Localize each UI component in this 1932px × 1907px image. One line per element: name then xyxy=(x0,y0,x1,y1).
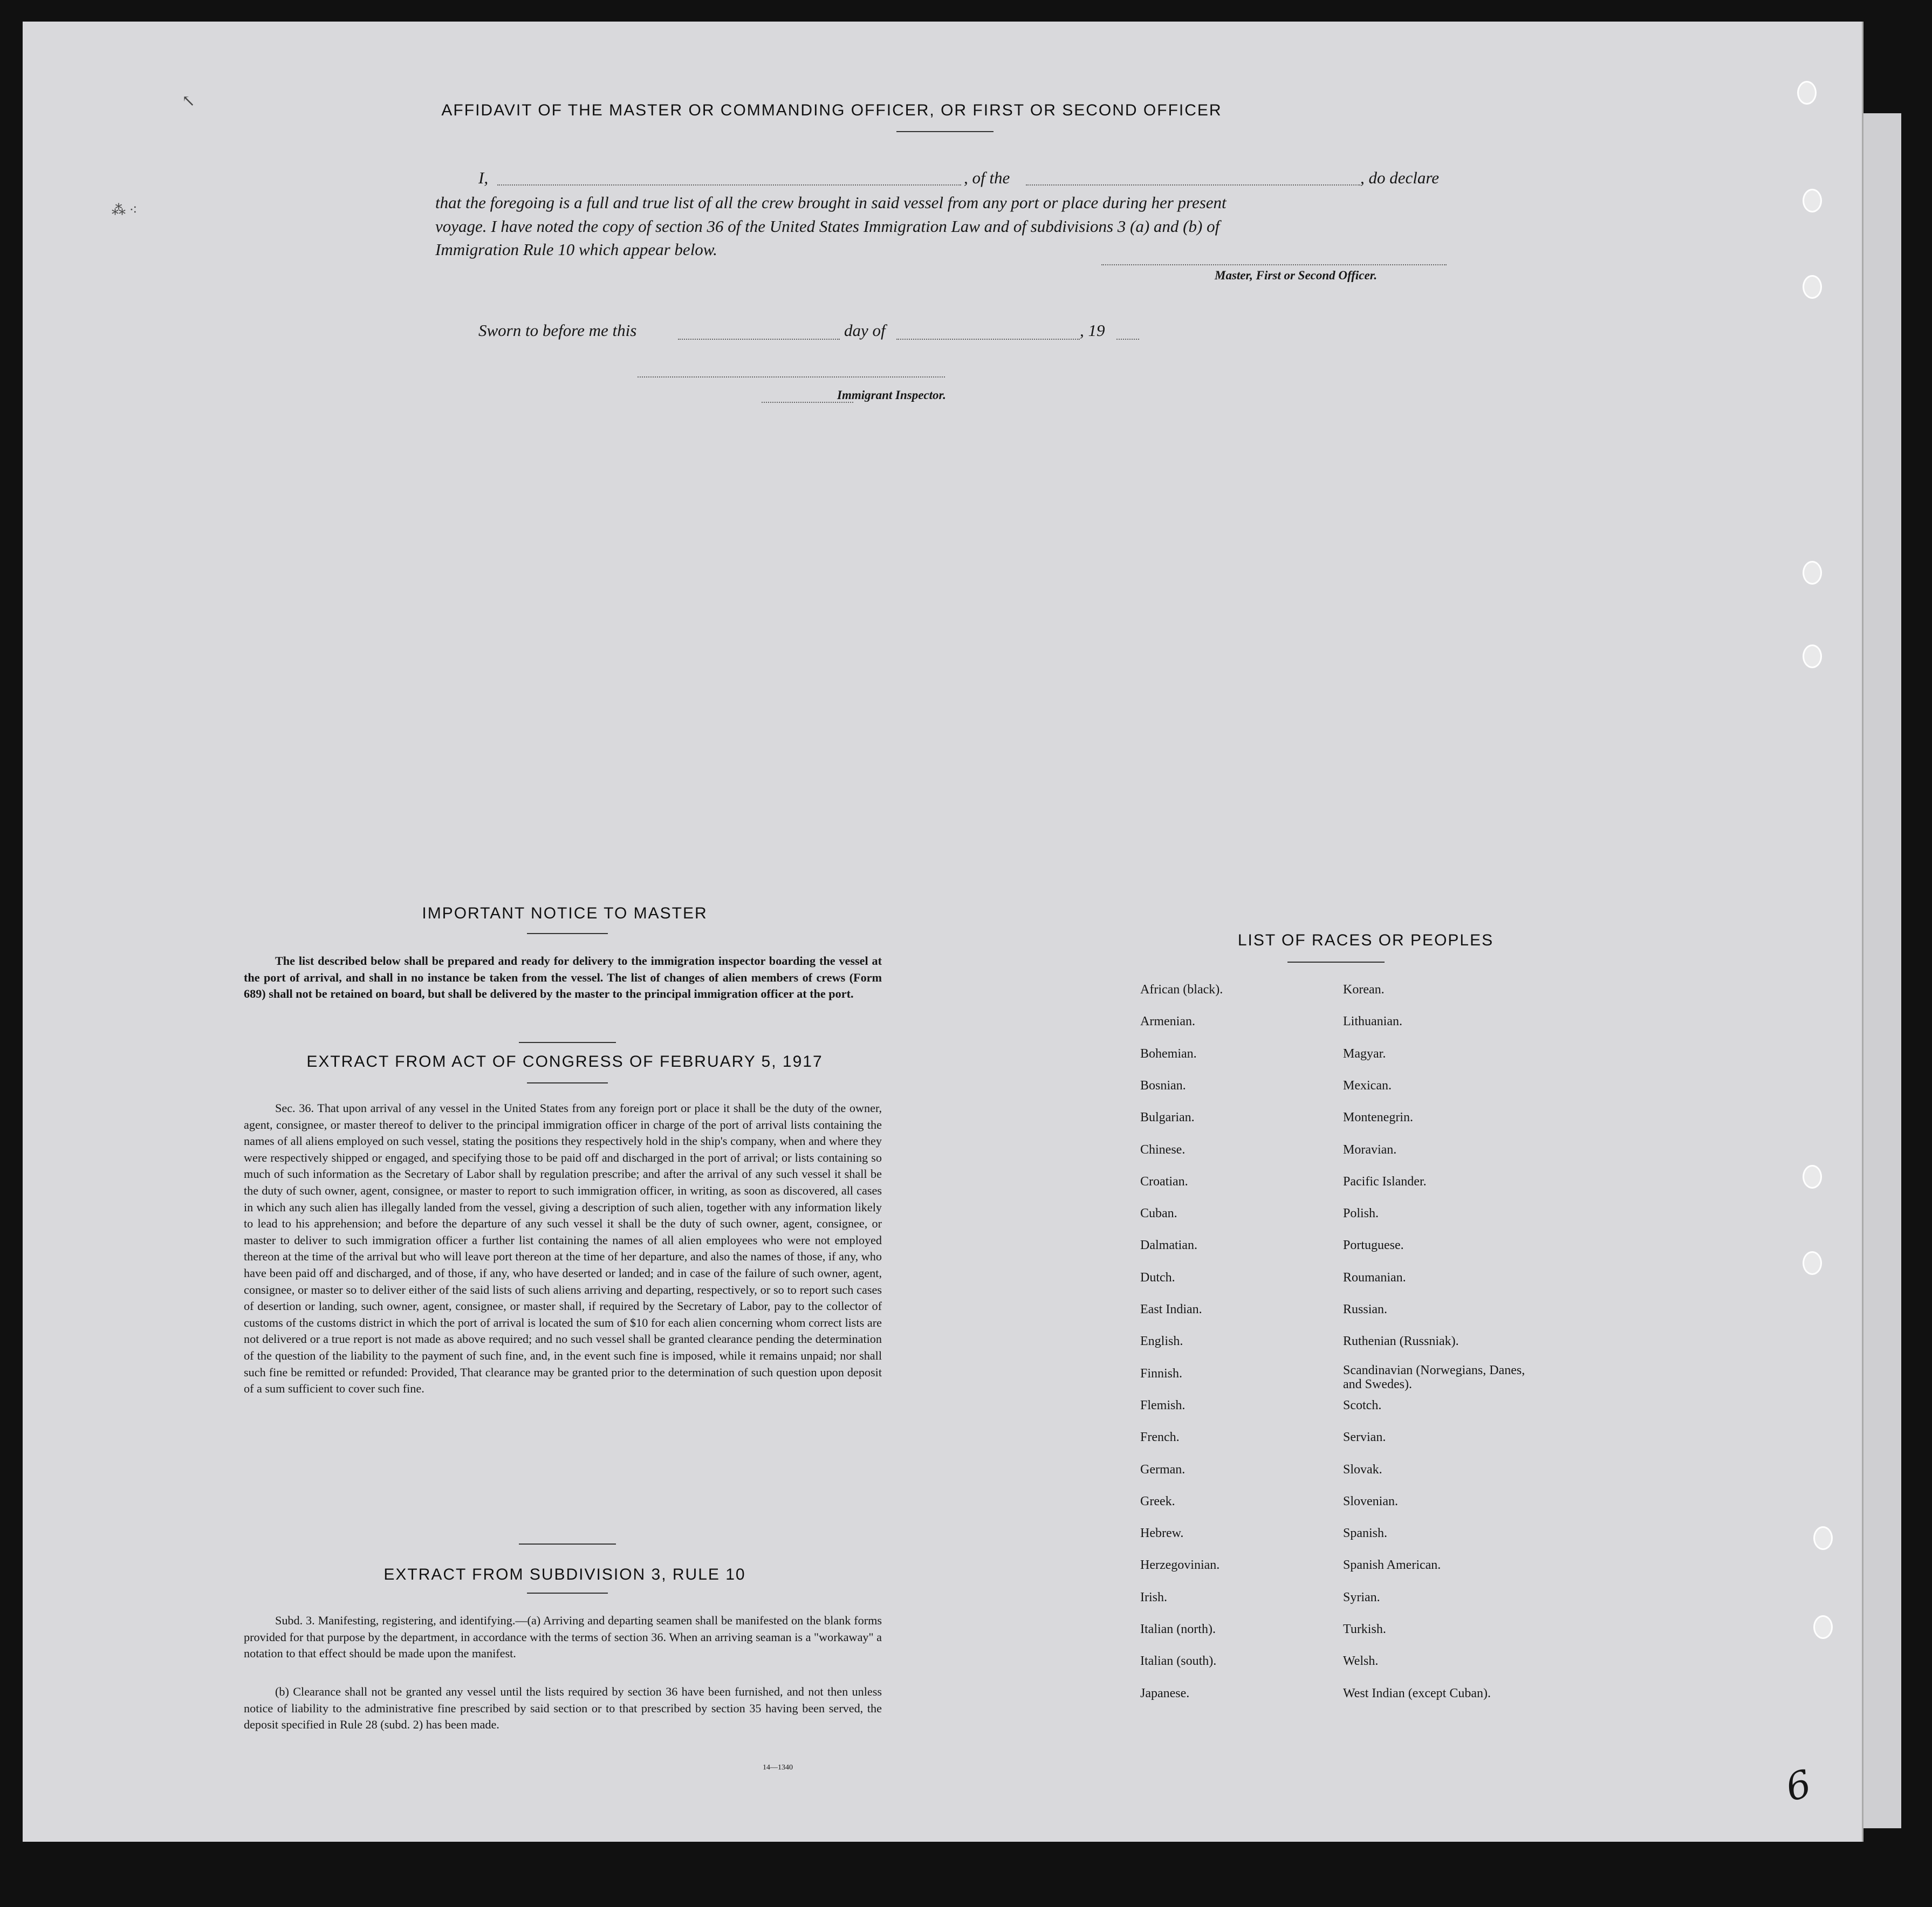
title-rule xyxy=(1287,962,1385,963)
binder-hole xyxy=(1797,81,1817,105)
race-item: Chinese. xyxy=(1140,1142,1186,1157)
race-item: Servian. xyxy=(1343,1430,1386,1445)
affidavit-do-declare: , do declare xyxy=(1360,168,1440,187)
race-item: Irish. xyxy=(1140,1590,1167,1604)
race-item: Greek. xyxy=(1140,1494,1175,1508)
race-item: Hebrew. xyxy=(1140,1526,1184,1541)
race-item: German. xyxy=(1140,1462,1186,1477)
race-item: African (black). xyxy=(1140,983,1223,997)
races-title: LIST OF RACES OR PEOPLES xyxy=(1237,931,1494,949)
binder-hole xyxy=(1803,275,1822,299)
race-item: Mexican. xyxy=(1343,1078,1392,1093)
race-item: Italian (south). xyxy=(1140,1654,1217,1669)
race-item: Ruthenian (Russniak). xyxy=(1343,1334,1459,1349)
race-item: Finnish. xyxy=(1140,1366,1183,1381)
act-text: Sec. 36. That upon arrival of any vessel in the United States from any foreign port or place it shall be the duty of the owner, agent, consignee, or master thereof to deliver to the principal immigration officer in charge of the port of arrival lists containing the names of all aliens employed on such vessel, stating the positions they respectively hold in the ship's company, when and where they were respectively shipped or engaged, and specifying those to be paid off and discharged in the port of arrival; or lists containing so much of such information as the Secretary of Labor shall by regulation prescribe; and after the arrival of any such vessel it shall be the duty of such owner, agent, consignee, or master to report to such immigration officer, in writing, as soon as discovered, all cases in which any such alien has illegally landed from the vessel, giving a description of such alien, together with any information likely to lead to his apprehension; and before the departure of any such vessel it shall be the duty of such owner, agent, consignee, or master to deliver to such immigration officer a further list containing the names of all alien employees who were not employed thereon at the time of the arrival but who will leave port thereon at the time of her departure, and also the names of those, if any, who have been paid off and discharged, and of those, if any, who have deserted or landed; and in case of the failure of such owner, agent, consignee, or master so to deliver either of the said lists of such aliens arriving and departing, respectively, or so to report such cases of desertion or landing, such owner, agent, consignee, or master shall, if required by the Secretary of Labor, pay to the collector of customs of the customs district in which the port of arrival is located the sum of $10 for each alien concerning whom correct lists are not delivered or a true report is not made as above required; and no such vessel shall be granted clearance pending the determination of the question of the liability to the payment of such fine, and, in the event such fine is imposed, while it remains unpaid; nor shall such fine be remitted or refunded: Provided, That clearance may be granted prior to the determination of such question upon deposit of a sum sufficient to cover such fine. xyxy=(244,1101,882,1396)
document-page xyxy=(23,22,1864,1842)
race-item: Spanish American. xyxy=(1343,1558,1441,1573)
year-blank[interactable] xyxy=(1116,339,1139,340)
title-rule xyxy=(527,1082,608,1083)
underlying-page-edge xyxy=(1864,113,1901,1828)
race-item: Flemish. xyxy=(1140,1398,1186,1412)
race-item: Croatian. xyxy=(1140,1174,1188,1189)
race-item: Spanish. xyxy=(1343,1526,1388,1541)
vessel-blank[interactable] xyxy=(1026,184,1360,186)
race-item: English. xyxy=(1140,1334,1183,1349)
race-item: East Indian. xyxy=(1140,1302,1202,1316)
binder-hole xyxy=(1803,1251,1822,1275)
race-item: Lithuanian. xyxy=(1343,1014,1402,1029)
month-blank[interactable] xyxy=(896,339,1080,340)
notice-title: IMPORTANT NOTICE TO MASTER xyxy=(422,904,708,922)
binder-hole xyxy=(1803,561,1822,585)
form-number: 14—1340 xyxy=(763,1764,793,1772)
affidavit-line-3: Immigration Rule 10 which appear below. xyxy=(435,240,717,259)
race-item: French. xyxy=(1140,1430,1180,1445)
year-text: , 19 xyxy=(1080,321,1105,340)
race-item: Turkish. xyxy=(1343,1622,1386,1636)
race-item: Slovak. xyxy=(1343,1462,1382,1477)
handwritten-mark: 6 xyxy=(1781,1761,1816,1810)
signature-blank[interactable] xyxy=(1101,264,1447,265)
race-item: Bohemian. xyxy=(1140,1046,1197,1061)
ink-smudge: ⁂ ⁖ xyxy=(112,202,138,218)
race-item: Polish. xyxy=(1343,1206,1379,1221)
race-item: Russian. xyxy=(1343,1302,1388,1316)
rule-para-b: (b) Clearance shall not be granted any vessel until the lists required by section 36 have been furnished, and not then unless notice of liability to the administrative fine prescribed by said section or to that prescribed by section 35 having been served, the deposit specified in Rule 28 (subd. 2) has been made. xyxy=(244,1685,882,1732)
race-item: Welsh. xyxy=(1343,1654,1379,1669)
race-item: Roumanian. xyxy=(1343,1270,1406,1285)
race-item: Portuguese. xyxy=(1343,1238,1404,1253)
race-item: Dutch. xyxy=(1140,1270,1175,1285)
race-item: Cuban. xyxy=(1140,1206,1177,1221)
binder-hole xyxy=(1813,1615,1833,1639)
day-of-text: day of xyxy=(844,321,886,340)
race-item: Dalmatian. xyxy=(1140,1238,1197,1253)
sworn-text: Sworn to before me this xyxy=(478,321,637,340)
race-item: Japanese. xyxy=(1140,1686,1190,1700)
title-rule xyxy=(527,1593,608,1594)
race-item: Herzegovinian. xyxy=(1140,1558,1220,1573)
race-item: Scandinavian (Norwegians, Danes, and Swedes). xyxy=(1343,1363,1525,1391)
affidavit-of-the: , of the xyxy=(964,168,1010,187)
inspector-caption: Immigrant Inspector. xyxy=(837,388,946,402)
race-item: Armenian. xyxy=(1140,1014,1195,1029)
section-rule xyxy=(519,1544,616,1545)
race-item: Syrian. xyxy=(1343,1590,1380,1604)
notice-text: The list described below shall be prepared and ready for delivery to the immigration inspector boarding the vessel at the port of arrival, and shall in no instance be taken from the vessel. The list of changes of alien members of crews (Form 689) shall not be retained on board, but shall be delivered by the master to the principal immigration officer at the port. xyxy=(244,954,882,1001)
race-item: Moravian. xyxy=(1343,1142,1397,1157)
name-blank[interactable] xyxy=(497,184,961,186)
inspector-blank[interactable] xyxy=(638,376,945,378)
affidavit-line-1: that the foregoing is a full and true list of all the crew brought in said vessel from any port or place during her present xyxy=(435,193,1227,212)
title-rule xyxy=(896,131,994,132)
race-item: Slovenian. xyxy=(1343,1494,1398,1508)
binder-hole xyxy=(1813,1526,1833,1550)
race-item: Bosnian. xyxy=(1140,1078,1186,1093)
race-item: Bulgarian. xyxy=(1140,1110,1195,1125)
binder-hole xyxy=(1803,189,1822,212)
binder-hole xyxy=(1803,1165,1822,1189)
rule-para-a: Subd. 3. Manifesting, registering, and identifying.—(a) Arriving and departing seamen shall be manifested on the blank forms provided for that purpose by the department, in accordance with the terms of section 36. When an arriving seaman is a "workaway" a notation to that effect should be made upon the manifest. xyxy=(244,1614,882,1661)
binder-hole xyxy=(1803,644,1822,668)
signature-caption: Master, First or Second Officer. xyxy=(1215,269,1378,282)
race-item: Montenegrin. xyxy=(1343,1110,1413,1125)
act-title: EXTRACT FROM ACT OF CONGRESS OF FEBRUARY 5, 1917 xyxy=(306,1053,823,1071)
race-item: Pacific Islander. xyxy=(1343,1174,1427,1189)
race-item: Korean. xyxy=(1343,983,1385,997)
affidavit-title: AFFIDAVIT OF THE MASTER OR COMMANDING OFFICER, OR FIRST OR SECOND OFFICER xyxy=(441,101,1222,119)
race-item: Magyar. xyxy=(1343,1046,1386,1061)
day-blank[interactable] xyxy=(678,339,840,340)
ink-smudge: ↖ xyxy=(182,92,196,110)
section-rule xyxy=(519,1042,616,1043)
title-rule xyxy=(527,933,608,934)
rule-title: EXTRACT FROM SUBDIVISION 3, RULE 10 xyxy=(383,1566,746,1583)
race-item: Scotch. xyxy=(1343,1398,1382,1412)
race-item: West Indian (except Cuban). xyxy=(1343,1686,1491,1700)
affidavit-i: I, xyxy=(478,168,489,187)
affidavit-line-2: voyage. I have noted the copy of section 36 of the United States Immigration Law and of subdivisions 3 (a) and (b) of xyxy=(435,217,1220,236)
race-item: Italian (north). xyxy=(1140,1622,1216,1636)
